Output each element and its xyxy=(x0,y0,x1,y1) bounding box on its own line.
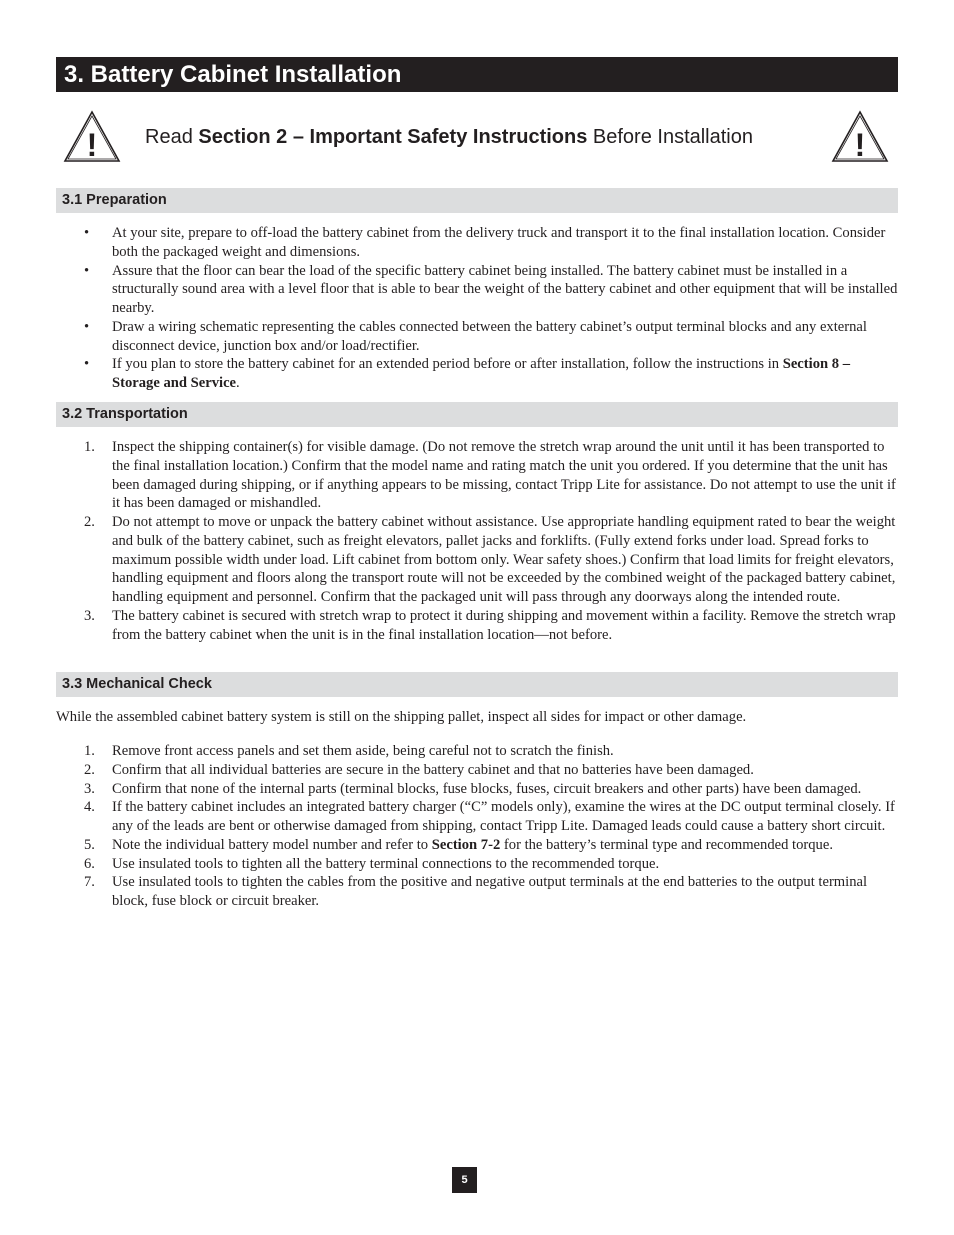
item-number: 4. xyxy=(84,799,95,816)
section-ref: Section 8 – Storage and Service xyxy=(112,356,850,391)
list-item: • Assure that the floor can bear the load of the specific battery cabinet being installed. The battery cabinet must be installed in a structurally sound area with a level floor that is able to bear the weight of the battery cabinet and other equipment that will be installed nearby. xyxy=(84,262,898,316)
svg-text:!: ! xyxy=(854,127,866,163)
bullet: • xyxy=(84,225,90,241)
list-item: 1. Remove front access panels and set them aside, being careful not to scratch the finish. xyxy=(84,743,614,759)
subsection-heading: 3.1 Preparation xyxy=(56,188,898,213)
item-number: 3. xyxy=(84,780,95,797)
item-number: 1. xyxy=(84,439,95,455)
list-item: 1. Inspect the shipping container(s) for visible damage. (Do not remove the stretch wrap around the unit until it has been transported to the final installation location.) Confirm that the model name and rating match the unit you ordered. If you determine that the unit has been damaged during shipping, or if anything appears to be missing, contact Tripp Lite for assistance. Do not attempt to use the unit if it has been damaged or mishandled. xyxy=(84,439,896,512)
list-item: 7. Use insulated tools to tighten the cables from the positive and negative output terminals at the end batteries to the output terminal block, fuse block or circuit breaker. xyxy=(84,874,868,909)
item-number: 7. xyxy=(84,874,95,891)
warning-triangle-icon xyxy=(831,110,889,164)
item-number: 1. xyxy=(84,743,95,759)
transportation-list xyxy=(56,438,898,644)
item-number: 2. xyxy=(84,514,95,530)
intro-paragraph: While the assembled cabinet battery system is still on the shipping pallet, inspect all sides for impact or other damage. xyxy=(56,709,747,725)
section-title: 3. Battery Cabinet Installation xyxy=(56,57,898,92)
list-item: 3. Confirm that none of the internal parts (terminal blocks, fuse blocks, fuses, circuit breakers and other parts) have been damaged. xyxy=(84,780,862,797)
list-item: 5. Note the individual battery model number and refer to Section 7-2 for the battery’s terminal type and recommended torque. xyxy=(84,836,833,853)
list-item: • At your site, prepare to off-load the battery cabinet from the delivery truck and transport it to the final installation location. Consider both the packaged weight and dimensions. xyxy=(84,225,886,260)
item-number: 2. xyxy=(84,761,95,778)
mechanical-check-list xyxy=(56,742,898,911)
safety-notice xyxy=(145,123,753,151)
safety-section-ref: Section 2 – Important Safety Instructions xyxy=(198,126,588,148)
safety-suffix: Before Installation xyxy=(587,126,753,148)
bullet: • xyxy=(84,356,90,373)
bullet: • xyxy=(84,318,90,335)
list-item: 6. Use insulated tools to tighten all the battery terminal connections to the recommended torque. xyxy=(84,855,660,872)
svg-text:!: ! xyxy=(86,127,98,163)
warning-triangle-icon xyxy=(63,110,121,164)
list-item: 4. If the battery cabinet includes an integrated battery charger (“C” models only), examine the wires at the DC output terminal closely. If any of the leads are bent or otherwise damaged from shipping, contact Tripp Lite. Damaged leads could cause a battery short circuit. xyxy=(84,799,895,834)
subsection-heading: 3.2 Transportation xyxy=(56,402,898,427)
section-ref: Section 7-2 xyxy=(431,836,501,853)
list-item: • Draw a wiring schematic representing the cables connected between the battery cabinet’s output terminal blocks and any external disconnect device, junction box and/or load/rectifier. xyxy=(84,318,867,354)
list-item: 2. Do not attempt to move or unpack the battery cabinet without assistance. Use appropriate handling equipment rated to bear the weight and bulk of the battery cabinet, such as freight elevators, pallet jacks and forklifts. (Fully extend forks under load. Spread forks to maximum possible width under load. Lift cabinet from bottom only. Wear safety shoes.) Confirm that load limits for freight elevators, handling equipment and floors along the transport route will not be exceeded by the combined weight of the packaged battery cabinet, handling equipment and personnel. Confirm that the packaged unit will pass through any doorways along the intended route. xyxy=(84,514,896,605)
preparation-list xyxy=(56,224,898,393)
list-item: 2. Confirm that all individual batteries are secure in the battery cabinet and that no batteries have been damaged. xyxy=(84,761,754,778)
list-item: 3. The battery cabinet is secured with stretch wrap to protect it during shipping and movement within a facility. Remove the stretch wrap from the battery cabinet when the unit is in the final installation location—not before. xyxy=(84,607,896,643)
item-number: 6. xyxy=(84,855,95,872)
page-number: 5 xyxy=(452,1167,477,1193)
bullet: • xyxy=(84,262,90,279)
list-item: • If you plan to store the battery cabinet for an extended period before or after installation, follow the instructions in Section 8 – Storage and Service. xyxy=(84,356,850,391)
item-number: 5. xyxy=(84,836,95,853)
safety-prefix: Read xyxy=(145,126,199,148)
item-number: 3. xyxy=(84,607,95,624)
subsection-heading: 3.3 Mechanical Check xyxy=(56,672,898,697)
